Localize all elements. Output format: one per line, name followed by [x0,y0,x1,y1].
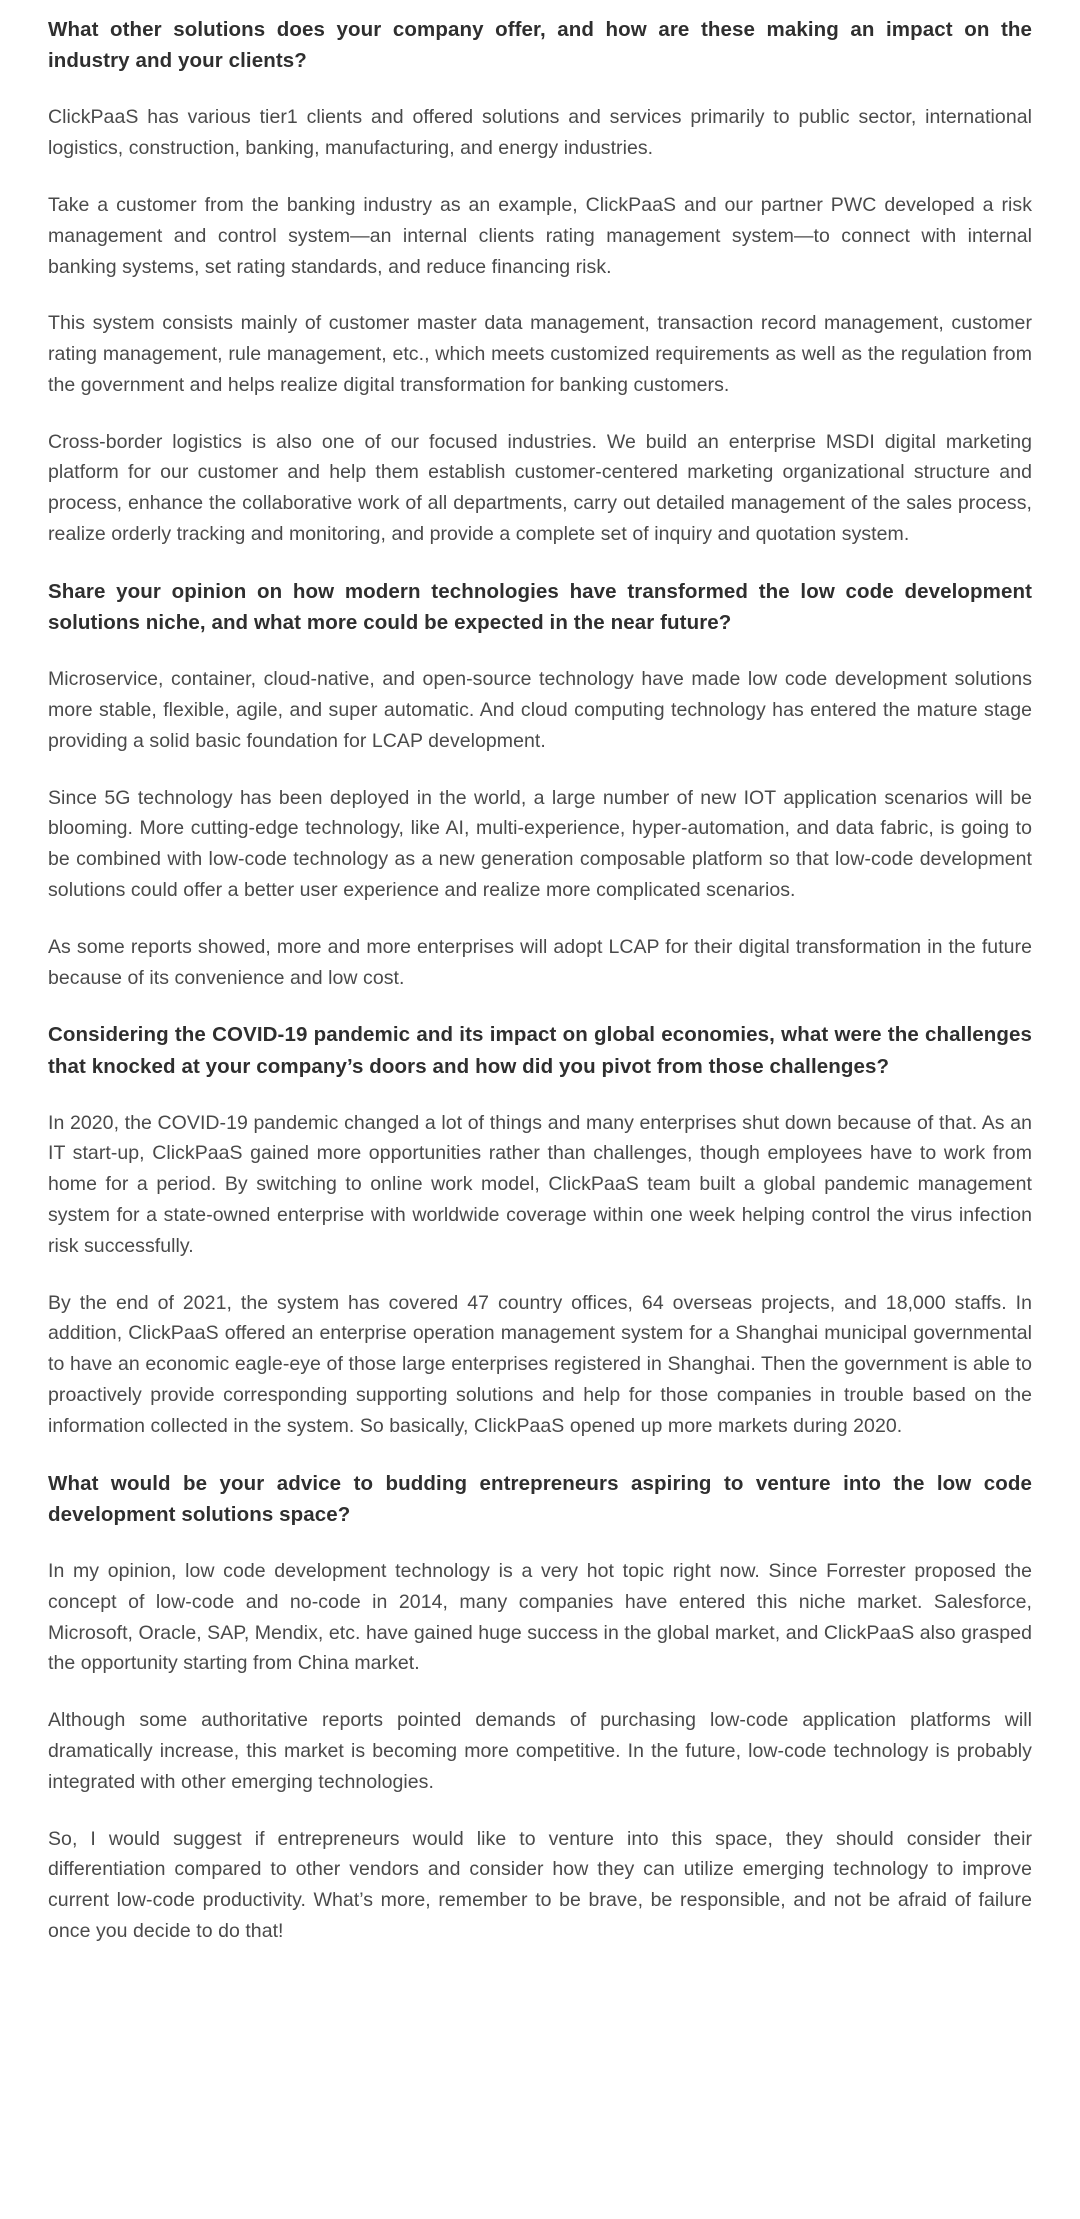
paragraph: By the end of 2021, the system has covered 47 country offices, 64 overseas projects, and 18,000 staffs. In addition, ClickPaaS offered an enterprise operation management system for a Shanghai municipal governmental to have an economic eagle-eye of those large enterprises registered in Shanghai. Then the government is able to proactively provide corresponding supporting solutions and help for those companies in trouble based on the information collected in the system. So basically, ClickPaaS opened up more markets during 2020. [48,1291,1032,1437]
paragraph: In 2020, the COVID-19 pandemic changed a lot of things and many enterprises shut down because of that. As an IT start-up, ClickPaaS gained more opportunities rather than challenges, though employees have to work from home for a period. By switching to online work model, ClickPaaS team built a global pandemic management system for a state-owned enterprise with worldwide coverage within one week helping control the virus infection risk successfully. [48,1111,1032,1257]
paragraph: So, I would suggest if entrepreneurs would like to venture into this space, they should consider their differentiation compared to other vendors and consider how they can utilize emerging technology to improve current low-code productivity. What’s more, remember to be brave, be responsible, and not be afraid of failure once you decide to do that! [48,1827,1032,1942]
paragraph: In my opinion, low code development technology is a very hot topic right now. Since Forrester proposed the concept of low-code and no-code in 2014, many companies have entered this niche market. Salesforce, Microsoft, Oracle, SAP, Mendix, etc. have gained huge success in the global market, and ClickPaaS also grasped the opportunity starting from China market. [48,1559,1032,1675]
paragraph: Since 5G technology has been deployed in the world, a large number of new IOT application scenarios will be blooming. More cutting-edge technology, like AI, multi-experience, hyper-automation, and data fabric, is going to be combined with low-code technology as a new generation composable platform so that low-code development solutions could offer a better user experience and realize more complicated scenarios. [48,786,1032,901]
question-heading: Share your opinion on how modern technologies have transformed the low code development solutions niche, and what more could be expected in the near future? [48,579,1032,635]
paragraph: ClickPaaS has various tier1 clients and offered solutions and services primarily to public sector, international logistics, construction, banking, manufacturing, and energy industries. [48,106,1032,160]
question-heading: Considering the COVID-19 pandemic and its impact on global economies, what were the challenges that knocked at your company’s doors and how did you pivot from those challenges? [48,1023,1032,1078]
paragraph: Take a customer from the banking industry as an example, ClickPaaS and our partner PWC developed a risk management and control system—an internal clients rating management system—to connect with internal banking systems, set rating standards, and reduce financing risk. [48,193,1032,278]
paragraph: Cross-border logistics is also one of our focused industries. We build an enterprise MSDI digital marketing platform for our customer and help them establish customer-centered marketing organizational structure and process, enhance the collaborative work of all departments, carry out detailed management of the sales process, realize orderly tracking and monitoring, and provide a complete set of inquiry and quotation system. [48,430,1032,546]
paragraph: As some reports showed, more and more enterprises will adopt LCAP for their digital transformation in the future because of its convenience and low cost. [48,935,1032,989]
paragraph: Although some authoritative reports pointed demands of purchasing low-code application platforms will dramatically increase, this market is becoming more competitive. In the future, low-code technology is probably integrated with other emerging technologies. [48,1709,1032,1793]
paragraph: Microservice, container, cloud-native, and open-source technology have made low code development solutions more stable, flexible, agile, and super automatic. And cloud computing technology has entered the mature stage providing a solid basic foundation for LCAP development. [48,668,1032,752]
paragraph: This system consists mainly of customer master data management, transaction record management, customer rating management, rule management, etc., which meets customized requirements as well as the regulation from the government and helps realize digital transformation for banking customers. [48,312,1032,396]
question-heading: What other solutions does your company offer, and how are these making an impact on the industry and your clients? [48,18,1032,73]
question-heading: What would be your advice to budding entrepreneurs aspiring to venture into the low code development solutions space? [48,1471,1032,1526]
